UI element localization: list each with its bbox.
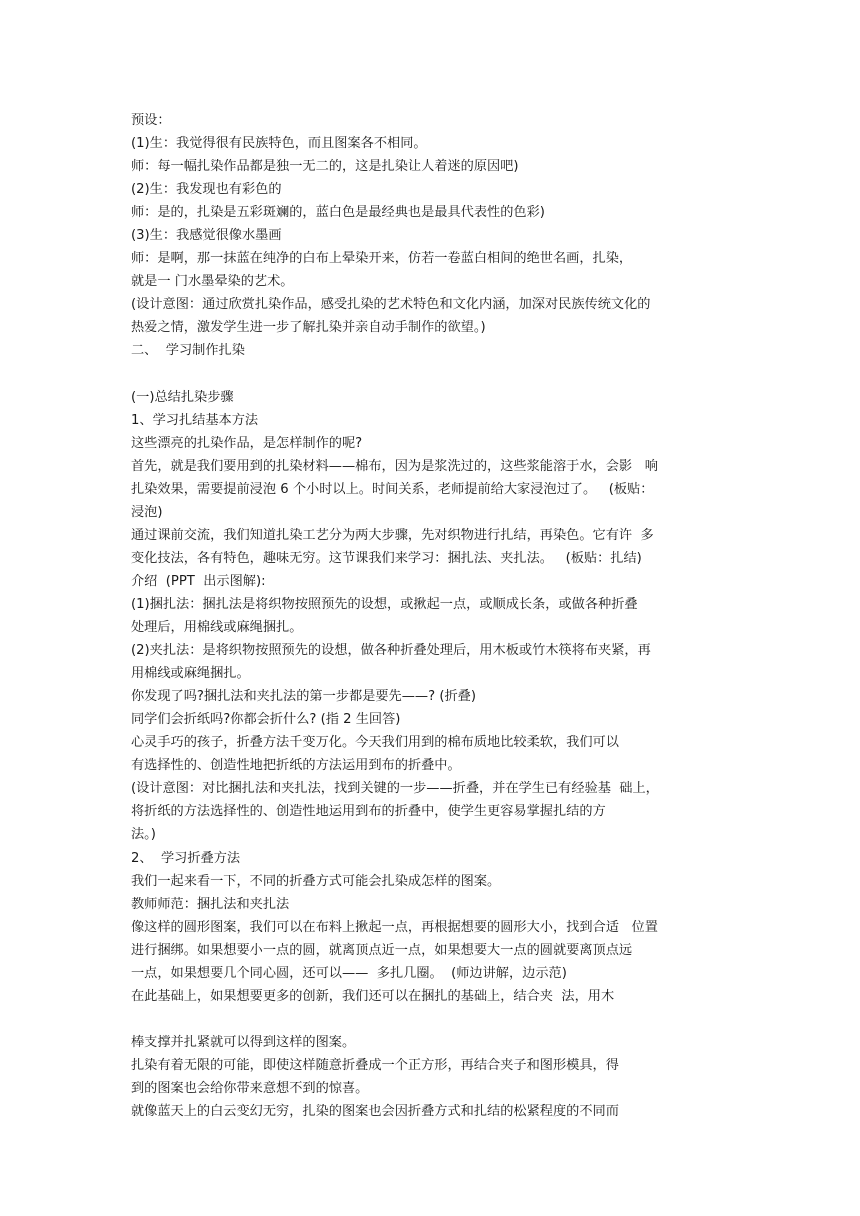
text-line: 处理后，用棉线或麻绳捆扎。 <box>131 620 303 636</box>
text-line: 扎染有着无限的可能，即使这样随意折叠成一个正方形，再结合夹子和图形模具，得 <box>131 1057 619 1073</box>
text-line: 教师师范：捆扎法和夹扎法 <box>131 896 290 912</box>
text-line: 就是一 门水墨晕染的艺术。 <box>131 274 294 290</box>
document-body <box>131 109 741 1123</box>
text-line: 通过课前交流，我们知道扎染工艺分为两大步骤，先对织物进行扎结，再染色。它有许 多 <box>131 527 654 543</box>
text-line: 在此基础上，如果想要更多的创新，我们还可以在捆扎的基础上，结合夹 法，用木 <box>131 988 615 1004</box>
text-line: (2)夹扎法：是将织物按照预先的设想，做各种折叠处理后，用木板或竹木筷将布夹紧，再 <box>131 643 651 659</box>
text-line: 一点，如果想要几个同心圆，还可以—— 多扎几圈。 (师边讲解，边示范) <box>131 965 567 981</box>
text-line: 进行捆绑。如果想要小一点的圆，就离顶点近一点，如果想要大一点的圆就要离顶点远 <box>131 942 633 958</box>
section-heading: 二、 学习制作扎染 <box>131 343 245 359</box>
text-line: 师：是的，扎染是五彩斑斓的，蓝白色是最经典也是最具代表性的色彩) <box>131 205 545 221</box>
text-line: 师：每一幅扎染作品都是独一无二的，这是扎染让人着迷的原因吧) <box>131 159 519 175</box>
text-line: (1)生：我觉得很有民族特色，而且图案各不相同。 <box>131 136 427 152</box>
text-line: 我们一起来看一下，不同的折叠方式可能会扎染成怎样的图案。 <box>131 873 501 889</box>
text-line: (3)生：我感觉很像水墨画 <box>131 228 282 244</box>
text-line: 用棉线或麻绳捆扎。 <box>131 666 250 682</box>
blank-line <box>131 1008 741 1031</box>
blank-line <box>131 363 741 386</box>
text-line: (设计意图：通过欣赏扎染作品，感受扎染的艺术特色和文化内涵，加深对民族传统文化的 <box>131 297 651 313</box>
text-line: 浸泡) <box>131 504 163 520</box>
text-line: 法。) <box>131 827 156 843</box>
text-line: 将折纸的方法选择性的、创造性地运用到布的折叠中，使学生更容易掌握扎结的方 <box>131 804 606 820</box>
subsection-heading: 1、学习扎结基本方法 <box>131 412 259 428</box>
subsection-heading: (一)总结扎染步骤 <box>131 389 234 405</box>
text-line: 变化技法，各有特色，趣味无穷。这节课我们来学习：捆扎法、夹扎法。 (板贴：扎结) <box>131 550 642 566</box>
text-line: 这些漂亮的扎染作品，是怎样制作的呢? <box>131 435 363 451</box>
text-line: 师：是啊，那一抹蓝在纯净的白布上晕染开来，仿若一卷蓝白相间的绝世名画，扎染， <box>131 251 633 267</box>
text-line: (2)生：我发现也有彩色的 <box>131 182 282 198</box>
text-line: 到的图案也会给你带来意想不到的惊喜。 <box>131 1080 369 1096</box>
text-line: 扎染效果，需要提前浸泡 6 个小时以上。时间关系，老师提前给大家浸泡过了。 (板贴： <box>131 481 654 497</box>
text-line: 首先，就是我们要用到的扎染材料——棉布，因为是浆洗过的，这些浆能溶于水，会影 响 <box>131 458 658 474</box>
text-line: 同学们会折纸吗?你都会折什么? (指 2 生回答) <box>131 712 401 728</box>
text-line: 预设： <box>131 113 171 128</box>
text-line: 你发现了吗?捆扎法和夹扎法的第一步都是要先——? (折叠) <box>131 689 476 705</box>
text-line: 像这样的圆形图案，我们可以在布料上揪起一点，再根据想要的圆形大小，找到合适 位置 <box>131 919 658 935</box>
text-line: 有选择性的、创造性地把折纸的方法运用到布的折叠中。 <box>131 758 461 774</box>
text-line: (设计意图：对比捆扎法和夹扎法，找到关键的一步——折叠，并在学生已有经验基 础上， <box>131 781 659 797</box>
text-line: 心灵手巧的孩子，折叠方法千变万化。今天我们用到的棉布质地比较柔软，我们可以 <box>131 735 619 751</box>
text-line: 热爱之情，激发学生进一步了解扎染并亲自动手制作的欲望。) <box>131 320 486 336</box>
subsection-heading: 2、 学习折叠方法 <box>131 850 241 866</box>
text-line: 就像蓝天上的白云变幻无穷，扎染的图案也会因折叠方式和扎结的松紧程度的不同而 <box>131 1104 619 1120</box>
text-line: (1)捆扎法：捆扎法是将织物按照预先的设想，或揪起一点，或顺成长条，或做各种折叠 <box>131 596 638 612</box>
text-line: 棒支撑并扎紧就可以得到这样的图案。 <box>131 1034 356 1050</box>
text-line: 介绍 (PPT 出示图解): <box>131 573 266 589</box>
